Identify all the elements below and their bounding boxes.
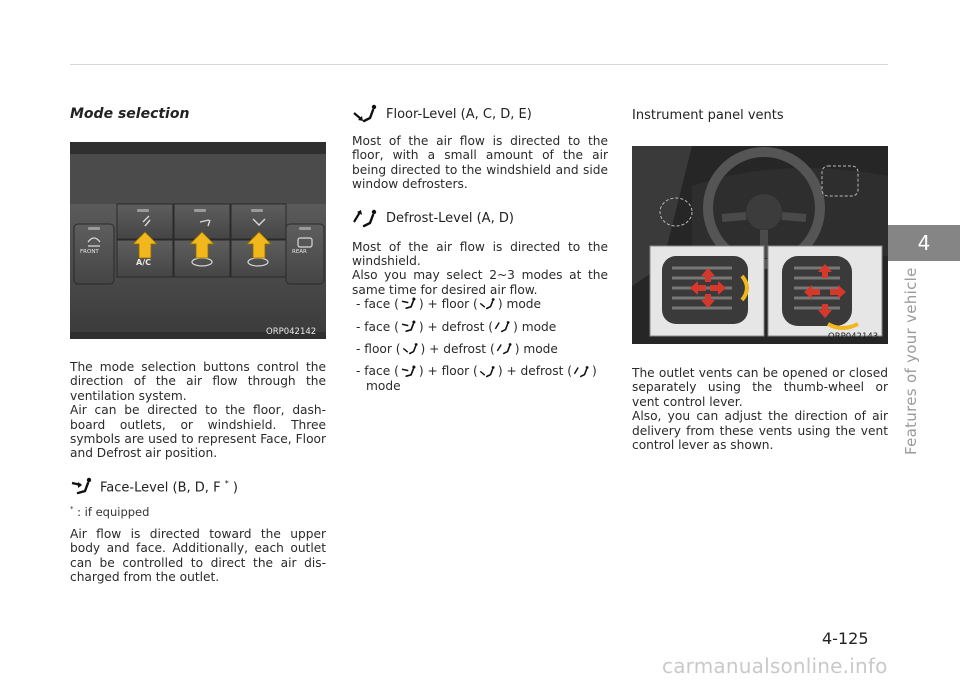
combo3-suffix: ) mode — [514, 342, 558, 357]
combo3-prefix: - floor ( — [356, 342, 401, 357]
chapter-number: 4 — [917, 231, 931, 255]
defrost-paragraph-2: Also you may select 2~3 modes at the same time for desired air flow. — [352, 268, 608, 297]
face-mode-icon — [70, 477, 94, 497]
floor-mode-icon — [479, 365, 497, 379]
combo3-middle: ) + defrost ( — [420, 342, 495, 357]
floor-level-heading-text: Floor-Level (A, C, D, E) — [386, 106, 532, 122]
combo-face-floor — [356, 297, 608, 311]
combo2-middle: ) + defrost ( — [418, 319, 494, 334]
instrument-panel-figure — [632, 146, 888, 344]
defrost-mode-icon — [494, 320, 512, 334]
combo1-suffix: ) mode — [497, 297, 542, 312]
floor-level-heading — [352, 104, 608, 124]
floor-level-paragraph: Most of the air flow is directed to the floor, with a small amount of the air being directed to the windshield and side window defrosters. — [352, 134, 608, 192]
intro-paragraph-1: The mode selection buttons control the direction of the air flow through the ventilation system. — [70, 360, 326, 403]
defrost-mode-icon — [352, 208, 380, 230]
ac-label: A/C — [136, 258, 151, 267]
combo4-suffix: mode — [366, 378, 401, 393]
face-mode-icon — [400, 297, 418, 311]
right-column-text — [632, 366, 888, 452]
vents-paragraph-1: The outlet vents can be opened or closed separately using the thumb-wheel or vent control lever. — [632, 366, 888, 409]
figure-code: ORP042142 — [266, 327, 317, 337]
equipped-note — [70, 505, 326, 519]
face-level-heading-close: ) — [232, 480, 238, 495]
combo4-middle-1: ) + floor ( — [418, 364, 478, 379]
mode-selection-figure — [70, 142, 326, 339]
middle-column — [352, 104, 608, 393]
dashboard-illustration — [632, 146, 888, 344]
floor-mode-icon — [479, 297, 497, 311]
floor-mode-icon — [402, 342, 420, 356]
watermark: carmanualsonline.info — [662, 654, 888, 678]
vents-heading: Instrument panel vents — [632, 108, 784, 123]
defrost-level-heading — [352, 208, 608, 230]
defrost-mode-icon — [573, 365, 591, 379]
note-asterisk: * — [70, 505, 74, 514]
left-column-text — [70, 360, 326, 584]
combo4-close: ) — [592, 364, 597, 379]
chapter-tab — [888, 225, 960, 261]
note-text: : if equipped — [77, 504, 150, 519]
intro-paragraph-2: Air can be directed to the floor, dash-board outlets, or windshield. Three symbols are used to represent Face, Floor and Defrost air position. — [70, 403, 326, 461]
face-mode-icon — [400, 320, 418, 334]
combo-face-defrost — [356, 320, 608, 334]
face-level-heading-text: Face-Level (B, D, F — [100, 480, 221, 495]
combo-floor-defrost — [356, 342, 608, 356]
floor-mode-icon — [352, 104, 380, 124]
combo2-prefix: - face ( — [356, 319, 399, 334]
defrost-level-heading-text: Defrost-Level (A, D) — [386, 211, 514, 227]
front-label: FRONT — [80, 249, 99, 255]
face-level-heading — [70, 477, 326, 497]
defrost-paragraph-1: Most of the air flow is directed to the windshield. — [352, 239, 608, 269]
figure-code: ORP042143 — [828, 332, 879, 342]
face-level-paragraph: Air flow is directed toward the upper body and face. Additionally, each outlet can be controlled to direct the air dis-charged from the outlet. — [70, 526, 326, 585]
combo1-middle: ) + floor ( — [418, 297, 478, 312]
mode-selection-heading: Mode selection — [70, 106, 190, 122]
combo4-middle-2: ) + defrost ( — [497, 364, 573, 379]
vents-paragraph-2: Also, you can adjust the direction of air delivery from these vents using the vent control lever as shown. — [632, 409, 888, 453]
rear-label: REAR — [292, 249, 307, 255]
face-level-asterisk: * — [224, 478, 229, 488]
face-mode-icon — [400, 365, 418, 379]
combo-face-floor-defrost — [356, 364, 608, 393]
chapter-title: Features of your vehicle — [902, 267, 920, 455]
combo2-suffix: ) mode — [513, 319, 557, 334]
page-number: 4-125 — [822, 629, 869, 648]
control-panel-illustration — [70, 142, 326, 339]
top-rule — [70, 64, 888, 65]
combo1-prefix: - face ( — [356, 297, 399, 312]
combo4-prefix: - face ( — [356, 364, 399, 379]
defrost-mode-icon — [496, 342, 514, 356]
